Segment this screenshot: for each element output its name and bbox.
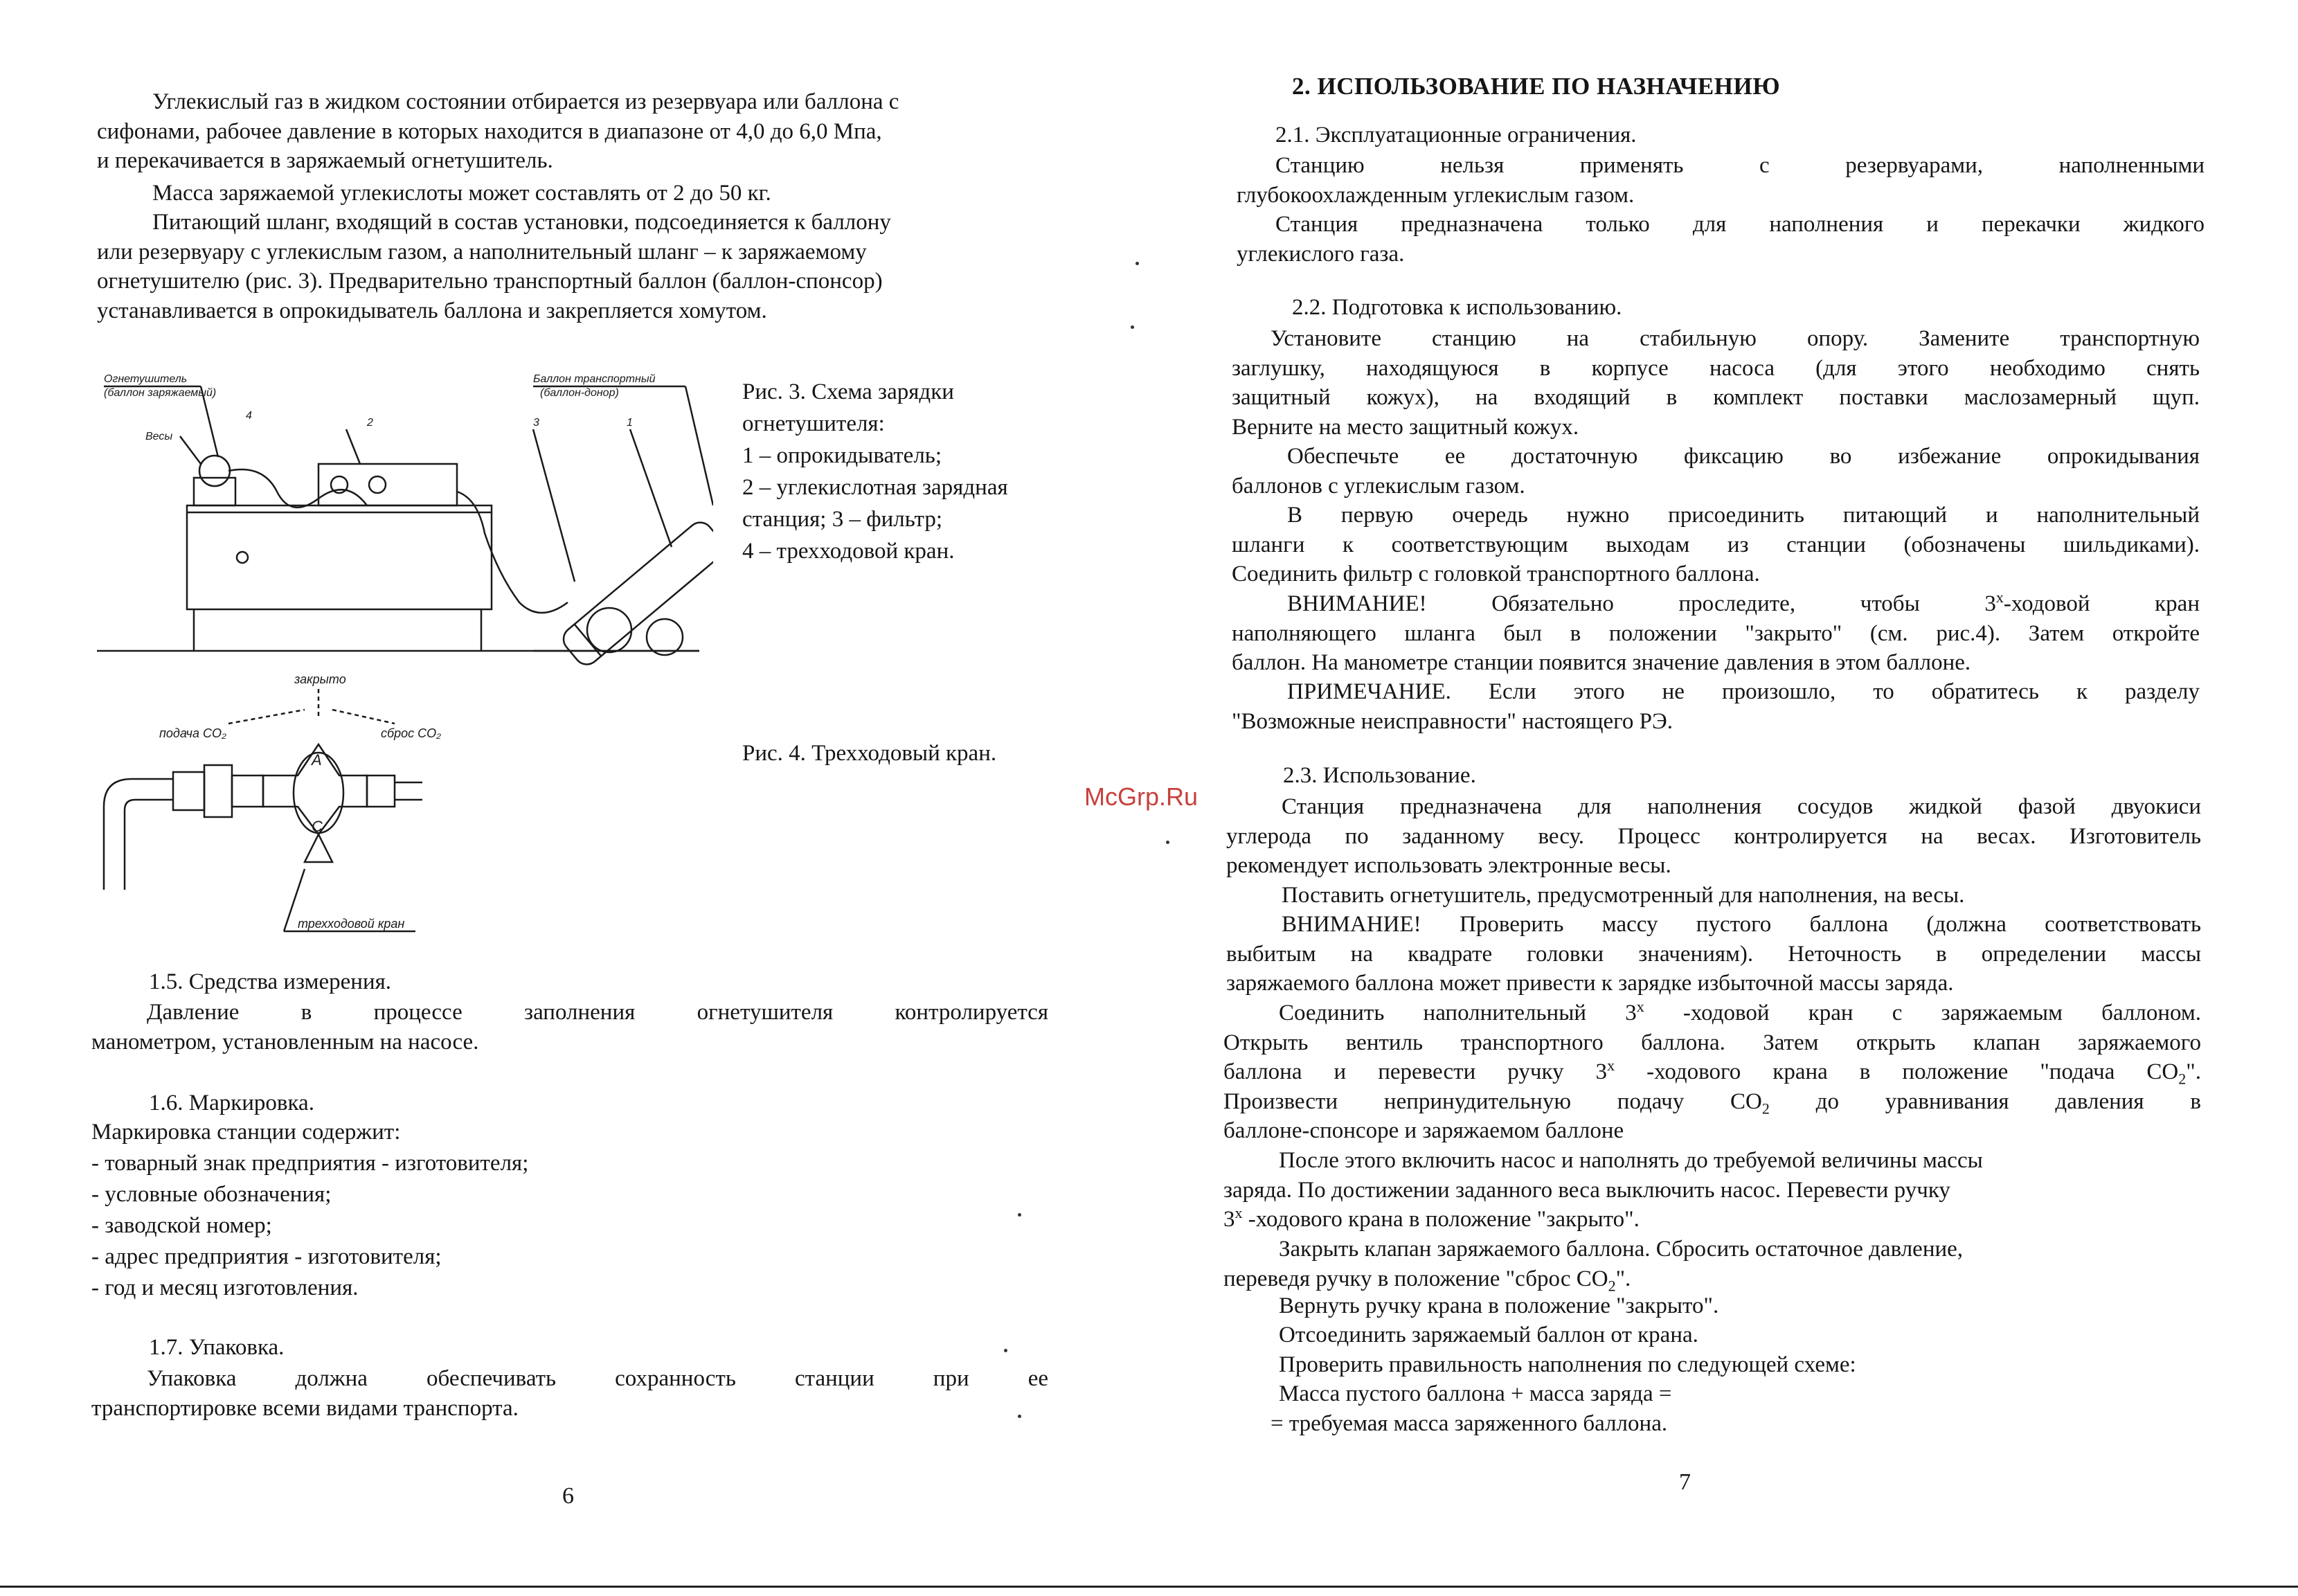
text-fragment: 3 [1223, 1207, 1235, 1232]
section-2-3-p5 [1223, 1146, 2201, 1235]
text-fragment: -ходовой кран с заряжаемым баллоном. [1644, 1001, 2202, 1025]
text-line: Давление в процессе заполнения огнетушителя контролируется [147, 1000, 1048, 1025]
text-line: Станция предназначена для наполнения сосудов жидкой фазой двуокиси [1282, 794, 2201, 819]
paragraph-co2-mass [152, 179, 1052, 208]
text-line [1223, 1264, 2201, 1294]
text-line: заглушку, находящуюся в корпусе насоса (для этого необходимо снять [1232, 355, 2200, 381]
label-extinguisher: Огнетушитель [104, 373, 188, 385]
section-2-2-p3 [1232, 501, 2200, 589]
text-line [1223, 998, 2201, 1028]
superscript-x: х [1636, 998, 1644, 1015]
label-feed-co2: подача CO₂ [159, 726, 226, 740]
section-2-1-p1 [1237, 151, 2205, 210]
text-fragment: переведя ручку в положение "сброс CO [1223, 1266, 1608, 1291]
marking-item: - заводской номер; [91, 1213, 272, 1238]
section-2-heading: 2. ИСПОЛЬЗОВАНИЕ ПО НАЗНАЧЕНИЮ [1292, 73, 1781, 100]
text-line: "Возможные неисправности" настоящего РЭ. [1232, 708, 1673, 734]
caption-line: Рис. 3. Схема зарядки [742, 379, 954, 404]
text-fragment: ВНИМАНИЕ! Обязательно проследите, чтобы 3 [1287, 591, 1996, 616]
text-line: рекомендует использовать электронные весы. [1226, 853, 1671, 878]
text-line: Закрыть клапан заряжаемого баллона. Сбросить остаточное давление, [1279, 1237, 1964, 1262]
watermark: McGrp.Ru [1084, 782, 1199, 811]
text-line: Обеспечьте ее достаточную фиксацию во избежание опрокидывания [1287, 444, 2200, 469]
text-line: баллон. На манометре станции появится значение давления в этом баллоне. [1232, 650, 1971, 675]
section-1-6-title: 1.6. Маркировка. [149, 1091, 314, 1115]
section-1-7-text [91, 1364, 1048, 1423]
text-line: огнетушителю (рис. 3). Предварительно транспортный баллон (баллон-спонсор) [97, 269, 883, 294]
caption-line: 2 – углекислотная зарядная [742, 475, 1008, 500]
text-line: устанавливается в опрокидыватель баллона и закрепляется хомутом. [97, 298, 767, 323]
text-line: Соединить фильтр с головкой транспортного баллона. [1232, 562, 1760, 586]
formula-line-1: Масса пустого баллона + масса заряда = [1279, 1381, 1672, 1406]
text-line: баллонов с углекислым газом. [1232, 473, 1525, 499]
text-fragment: -ходовой кран [2003, 591, 2200, 616]
scan-speck [1004, 1349, 1007, 1352]
caption-line: станция; 3 – фильтр; [742, 507, 942, 532]
text-fragment: Произвести непринудительную подачу CO [1223, 1088, 1762, 1114]
text-line: После этого включить насос и наполнять до требуемой величины массы [1279, 1148, 1983, 1173]
text-line: выбитым на квадрате головки значениям). Неточность в определении массы [1226, 941, 2201, 967]
section-2-2-p1 [1232, 324, 2200, 442]
scan-speck [1018, 1213, 1021, 1217]
section-2-3-p7: Вернуть ручку крана в положение "закрыто". [1279, 1293, 1719, 1318]
section-2-3-p9: Проверить правильность наполнения по следующей схеме: [1279, 1352, 1856, 1377]
text-line: углерода по заданному весу. Процесс контролируется на весах. Изготовитель [1226, 823, 2201, 849]
text-fragment: баллона и перевести ручку 3 [1223, 1059, 1608, 1084]
text-line [1232, 589, 2200, 619]
text-line: Открыть вентиль транспортного баллона. Затем открыть клапан заряжаемого [1223, 1030, 2201, 1055]
section-1-7-title: 1.7. Упаковка. [149, 1335, 285, 1360]
section-2-2-title: 2.2. Подготовка к использованию. [1292, 295, 1622, 320]
text-line: Углекислый газ в жидком состоянии отбирается из резервуара или баллона с [152, 89, 899, 114]
text-line: сифонами, рабочее давление в которых находится в диапазоне от 4,0 до 6,0 Мпа, [97, 118, 882, 144]
label-port-a: A [312, 751, 322, 769]
text-line: баллоне-спонсоре и заряжаемом баллоне [1223, 1118, 1624, 1143]
section-2-3-p6 [1223, 1235, 2201, 1293]
marking-item: - товарный знак предприятия - изготовителя; [91, 1151, 529, 1176]
text-line: Верните на место защитный кожух. [1232, 414, 1579, 440]
section-2-3-p1 [1226, 792, 2201, 881]
section-2-1-p2 [1237, 210, 2205, 269]
text-line: защитный кожух), на входящий в комплект поставки маслозамерный щуп. [1232, 385, 2200, 410]
label-cylinder: Баллон транспортный [533, 373, 656, 385]
label-number-4: 4 [246, 410, 252, 422]
marking-item: - адрес предприятия - изготовителя; [91, 1244, 442, 1269]
subscript-2: 2 [1761, 1100, 1770, 1118]
text-fragment: ". [1615, 1266, 1631, 1291]
figure-4-three-way-valve [97, 668, 512, 945]
caption-line: 4 – трехходовой кран. [742, 539, 955, 564]
label-number-1: 1 [627, 417, 633, 429]
label-scales: Весы [145, 431, 173, 442]
text-line: заряда. По достижении заданного веса выключить насос. Перевести ручку [1223, 1177, 1950, 1203]
figure-3-caption [742, 376, 1102, 567]
text-line: манометром, установленным на насосе. [91, 1029, 479, 1055]
label-three-way-valve: трехходовой кран [298, 917, 405, 931]
section-1-5-text [91, 998, 1048, 1057]
scan-speck [1131, 325, 1134, 329]
figure-3-charging-scheme [90, 367, 713, 672]
text-line: Поставить огнетушитель, предусмотренный для наполнения, на весы. [1282, 883, 1965, 908]
section-1-6-intro: Маркировка станции содержит: [91, 1120, 401, 1145]
figure-4-caption: Рис. 4. Трехходовый кран. [742, 741, 997, 766]
superscript-x: х [1995, 589, 2004, 606]
label-number-3: 3 [533, 417, 539, 429]
text-line: Масса заряжаемой углекислоты может составлять от 2 до 50 кг. [152, 181, 771, 206]
text-line: глубокоохлажденным углекислым газом. [1237, 182, 1635, 208]
label-cylinder-sub: (баллон-донор) [540, 387, 619, 399]
superscript-x: х [1235, 1204, 1243, 1221]
scan-speck [1135, 262, 1139, 265]
text-line: транспортировке всеми видами транспорта. [91, 1395, 519, 1421]
marking-item: - год и месяц изготовления. [91, 1275, 359, 1300]
text-line: Упаковка должна обеспечивать сохранность станции при ее [147, 1366, 1048, 1391]
section-2-2-p4 [1232, 589, 2200, 678]
text-line: В первую очередь нужно присоединить питающий и наполнительный [1287, 503, 2200, 528]
text-line [1223, 1087, 2201, 1117]
subscript-2: 2 [1608, 1277, 1616, 1295]
text-line: ПРИМЕЧАНИЕ. Если этого не произошло, то обратитесь к разделу [1287, 679, 2200, 704]
label-number-2: 2 [367, 417, 373, 429]
section-2-3-p3 [1226, 910, 2201, 998]
text-line: углекислого газа. [1237, 241, 1405, 267]
page-number-6: 6 [562, 1483, 574, 1509]
formula-line-2: = требуемая масса заряженного баллона. [1271, 1411, 1668, 1436]
text-line: шланги к соответствующим выходам из станции (обозначены шильдиками). [1232, 532, 2200, 557]
text-fragment: -ходового крана в положение "закрыто". [1242, 1207, 1640, 1232]
superscript-x: х [1607, 1057, 1615, 1074]
section-2-2-p5 [1232, 677, 2200, 736]
subscript-2: 2 [2178, 1070, 2187, 1088]
section-2-3-p8: Отсоединить заряжаемый баллон от крана. [1279, 1322, 1698, 1347]
right-page [1149, 0, 2298, 1596]
text-line [1223, 1057, 2201, 1087]
section-2-3-title: 2.3. Использование. [1283, 763, 1476, 788]
text-line: Установите станцию на стабильную опору. Замените транспортную [1271, 326, 2200, 351]
section-2-2-p2 [1232, 442, 2200, 501]
section-1-5-title: 1.5. Средства измерения. [149, 969, 392, 994]
text-line: ВНИМАНИЕ! Проверить массу пустого баллона (должна соответствовать [1282, 912, 2201, 937]
scan-speck [1018, 1415, 1021, 1418]
text-line: наполняющего шланга был в положении "закрыто" (см. рис.4). Затем откройте [1232, 620, 2200, 646]
text-line: и перекачивается в заряжаемый огнетушитель. [97, 148, 553, 173]
scan-edge-line [0, 1586, 2298, 1588]
label-closed: закрыто [294, 672, 346, 686]
marking-item: - условные обозначения; [91, 1182, 332, 1207]
text-line: или резервуару с углекислым газом, а наполнительный шланг – к заряжаемому [97, 239, 867, 264]
label-extinguisher-sub: (баллон заряжаемый) [104, 387, 217, 399]
label-port-c: C [312, 818, 323, 835]
text-line: Станция предназначена только для наполнения и перекачки жидкого [1275, 212, 2205, 237]
text-line: заряжаемого баллона может привести к зарядке избыточной массы заряда. [1226, 971, 1954, 996]
paragraph-hose-connection [97, 208, 1052, 325]
text-line: Питающий шланг, входящий в состав установки, подсоединяется к баллону [152, 210, 891, 235]
section-2-1-title: 2.1. Эксплуатационные ограничения. [1275, 123, 1637, 147]
label-vent-co2: сброс CO₂ [381, 726, 442, 740]
scan-speck [1166, 841, 1169, 844]
caption-line: 1 – опрокидыватель; [742, 443, 942, 468]
text-fragment: -ходового крана в положение "подача CO [1615, 1059, 2179, 1084]
section-2-3-p2 [1282, 881, 2202, 911]
text-fragment: ". [2186, 1059, 2201, 1084]
caption-line: огнетушителя: [742, 411, 885, 436]
text-fragment: до уравнивания давления в [1769, 1088, 2201, 1114]
text-line: Станцию нельзя применять с резервуарами, наполненными [1275, 153, 2205, 178]
text-fragment: Соединить наполнительный 3 [1279, 1001, 1637, 1025]
section-2-3-p4 [1223, 998, 2201, 1146]
text-line [1223, 1205, 2201, 1235]
page-number-7: 7 [1679, 1469, 1691, 1495]
paragraph-co2-source [97, 87, 1052, 176]
